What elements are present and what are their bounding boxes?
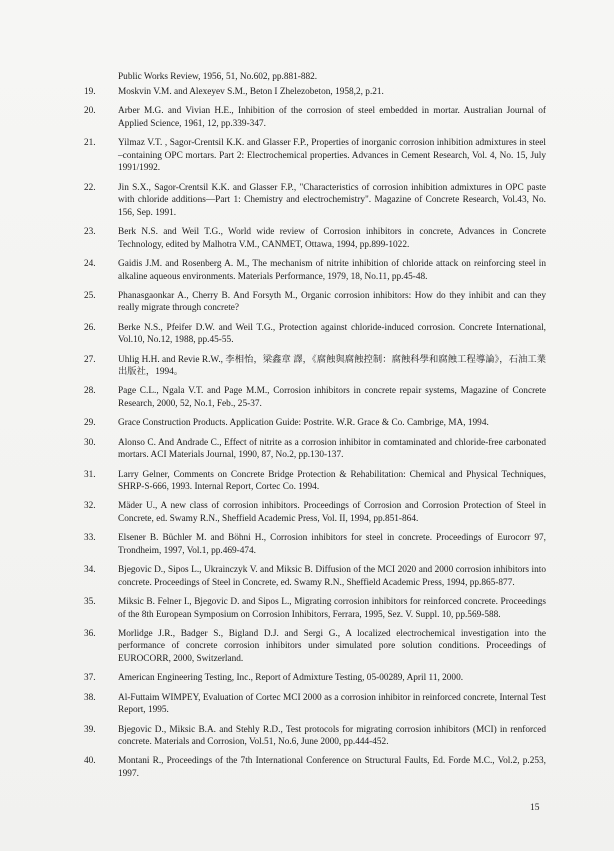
reference-text: Phanasgaonkar A., Cherry B. And Forsyth M., Organic corrosion inhibitors: How do they inhibit and can they really migrate through concrete?	[118, 290, 546, 314]
reference-text: American Engineering Testing, Inc., Report of Admixture Testing, 05-00289, April 11, 2000.	[118, 673, 464, 684]
reference-text: Arber M.G. and Vivian H.E., Inhibition of the corrosion of steel embedded in mortar. Australian Journal of Applied Science, 1961, 12, pp.339-347.	[118, 106, 546, 129]
reference-number: 26.	[84, 322, 96, 333]
reference-text: Berk N.S. and Weil T.G., World wide review of Corrosion inhibitors in concrete, Advances in Concrete Technology, edited by Malhotra V.M., CANMET, Ottawa, 1994, pp.899-1022.	[118, 227, 546, 250]
reference-number: 27.	[84, 354, 96, 365]
reference-number: 34.	[84, 565, 96, 576]
reference-item	[84, 354, 546, 379]
reference-item	[84, 596, 546, 621]
reference-text: Montani R., Proceedings of the 7th International Conference on Structural Faults, Ed. Forde M.C., Vol.2, p.253, 1997.	[118, 756, 546, 779]
reference-item	[84, 86, 546, 99]
reference-text: Moskvin V.M. and Alexeyev S.M., Beton I Zhelezobeton, 1958,2, p.21.	[118, 87, 384, 97]
reference-number: 40.	[84, 756, 96, 767]
reference-continuation: Public Works Review, 1956, 51, No.602, pp.881-882.	[118, 72, 318, 82]
reference-item	[84, 724, 546, 749]
reference-number: 22.	[84, 182, 96, 193]
reference-number: 20.	[84, 106, 96, 117]
reference-text: Alonso C. And Andrade C., Effect of nitrite as a corrosion inhibitor in comtaminated and chloride-free carbonated mortars. ACI Materials Journal, 1990, 87, No.2, pp.130-137.	[118, 437, 546, 461]
reference-text: Mäder U., A new class of corrosion inhibitors. Proceedings of Corrosion and Corrosion Protection of Steel in Concrete, ed. Swamy R.N., Sheffield Academic Press, Vol. II, 1994, pp.851-864.	[118, 501, 546, 524]
reference-number: 35.	[84, 597, 96, 607]
reference-text: Jin S.X., Sagor-Crentsil K.K. and Glasser F.P., "Characteristics of corrosion inhibition admixtures in OPC paste with chloride additions—Part 1: Chemistry and electrochemistry". Magazine of Concrete Research, Vol.43, No. 156, Sep. 1991.	[118, 182, 546, 218]
reference-number: 31.	[84, 469, 96, 480]
reference-text: Yilmaz V.T. , Sagor-Crentsil K.K. and Glasser F.P., Properties of inorganic corrosion inhibition admixtures in steel –containing OPC mortars. Part 2: Electrochemical properties. Advances in Cement Research, Vol. 4, No. 15, July 1991/1992.	[118, 138, 546, 174]
reference-number: 25.	[84, 290, 96, 301]
reference-item	[84, 105, 546, 130]
reference-item	[84, 417, 546, 430]
reference-text: Page C.L., Ngala V.T. and Page M.M., Corrosion inhibitors in concrete repair systems, Magazine of Concrete Research, 2000, 52, No.1, Feb., 25-37.	[118, 386, 546, 410]
reference-text: Al-Futtaim WIMPEY, Evaluation of Cortec MCI 2000 as a corrosion inhibitor in reinforced concrete, Internal Test Report, 1995.	[118, 692, 546, 716]
reference-text: Miksic B. Felner I., Bjegovic D. and Sipos L., Migrating corrosion inhibitors for reinforced concrete. Proceedings of the 8th European Symposium on Corrosion Inhibitors, Ferrara, 1995, Sez. V. Suppl. 10, pp.569-588.	[118, 597, 546, 620]
reference-item	[84, 532, 546, 557]
reference-item	[84, 322, 546, 347]
reference-item	[84, 226, 546, 251]
reference-text: Bjegovic D., Sipos L., Ukrainczyk V. and Miksic B. Diffusion of the MCI 2020 and 2000 corrosion inhibitors into concrete. Proceedings of Steel in Concrete, ed. Swamy R.N., Sheffield Academic Press, 1994, pp.865-877.	[118, 565, 546, 588]
reference-number: 38.	[84, 692, 96, 703]
reference-item	[84, 437, 546, 462]
page-number: 15	[530, 803, 540, 813]
reference-text: Berke N.S., Pfeifer D.W. and Weil T.G., Protection against chloride-induced corrosion. Concrete International, Vol.10, No.12, 1988, pp.45-55.	[118, 322, 546, 346]
reference-item	[84, 137, 546, 175]
reference-text: Gaidis J.M. and Rosenberg A. M., The mechanism of nitrite inhibition of chloride attack on reinforcing steel in alkaline aqueous environments. Materials Performance, 1979, 18, No.11, pp.45-48.	[118, 258, 546, 282]
reference-number: 39.	[84, 724, 96, 735]
reference-number: 19.	[84, 87, 96, 97]
reference-text: Uhlig H.H. and Revie R.W., 李相怡，梁鑫章 譯，《腐蝕與腐蝕控制：腐蝕科學和腐蝕工程導論》，石油工業出版社，1994。	[118, 354, 546, 378]
reference-number: 28.	[84, 386, 96, 397]
reference-item	[84, 672, 546, 685]
reference-text: Elsener B. Büchler M. and Böhni H., Corrosion inhibitors for steel in concrete. Proceedings of Eurocorr 97, Trondheim, 1997, Vol.1, pp.469-474.	[118, 533, 546, 556]
reference-item	[84, 469, 546, 494]
reference-number: 30.	[84, 437, 96, 448]
reference-item	[84, 182, 546, 220]
reference-item	[84, 385, 546, 410]
reference-item	[84, 692, 546, 717]
reference-number: 21.	[84, 138, 96, 149]
reference-item	[84, 258, 546, 283]
reference-number: 33.	[84, 533, 96, 544]
reference-item	[84, 564, 546, 589]
reference-item	[84, 290, 546, 315]
reference-number: 36.	[84, 628, 96, 639]
reference-number: 24.	[84, 258, 96, 269]
reference-item	[84, 628, 546, 666]
reference-number: 29.	[84, 418, 96, 429]
reference-number: 32.	[84, 501, 96, 512]
reference-number: 37.	[84, 673, 96, 684]
reference-item	[84, 755, 546, 780]
reference-text: Morlidge J.R., Badger S., Bigland D.J. and Sergi G., A localized electrochemical investigation into the performance of concrete corrosion inhibitors under simulated pore solution conditions. Proceedings of EUROCORR, 2000, Switzerland.	[118, 628, 546, 665]
reference-number: 23.	[84, 227, 96, 238]
reference-text: Bjegovic D., Miksic B.A. and Stehly R.D., Test protocols for migrating corrosion inhibitors (MCI) in renforced concrete. Materials and Corrosion, Vol.51, No.6, June 2000, pp.444-452.	[118, 724, 546, 748]
reference-text: Grace Construction Products. Application Guide: Postrite. W.R. Grace & Co. Cambrige, MA, 1994.	[118, 418, 489, 429]
reference-list	[84, 86, 546, 787]
reference-text: Larry Gelner, Comments on Concrete Bridge Protection & Rehabilitation: Chemical and Physical Techniques, SHRP-S-666, 1993. Internal Report, Cortec Co. 1994.	[118, 469, 546, 493]
reference-item	[84, 500, 546, 525]
